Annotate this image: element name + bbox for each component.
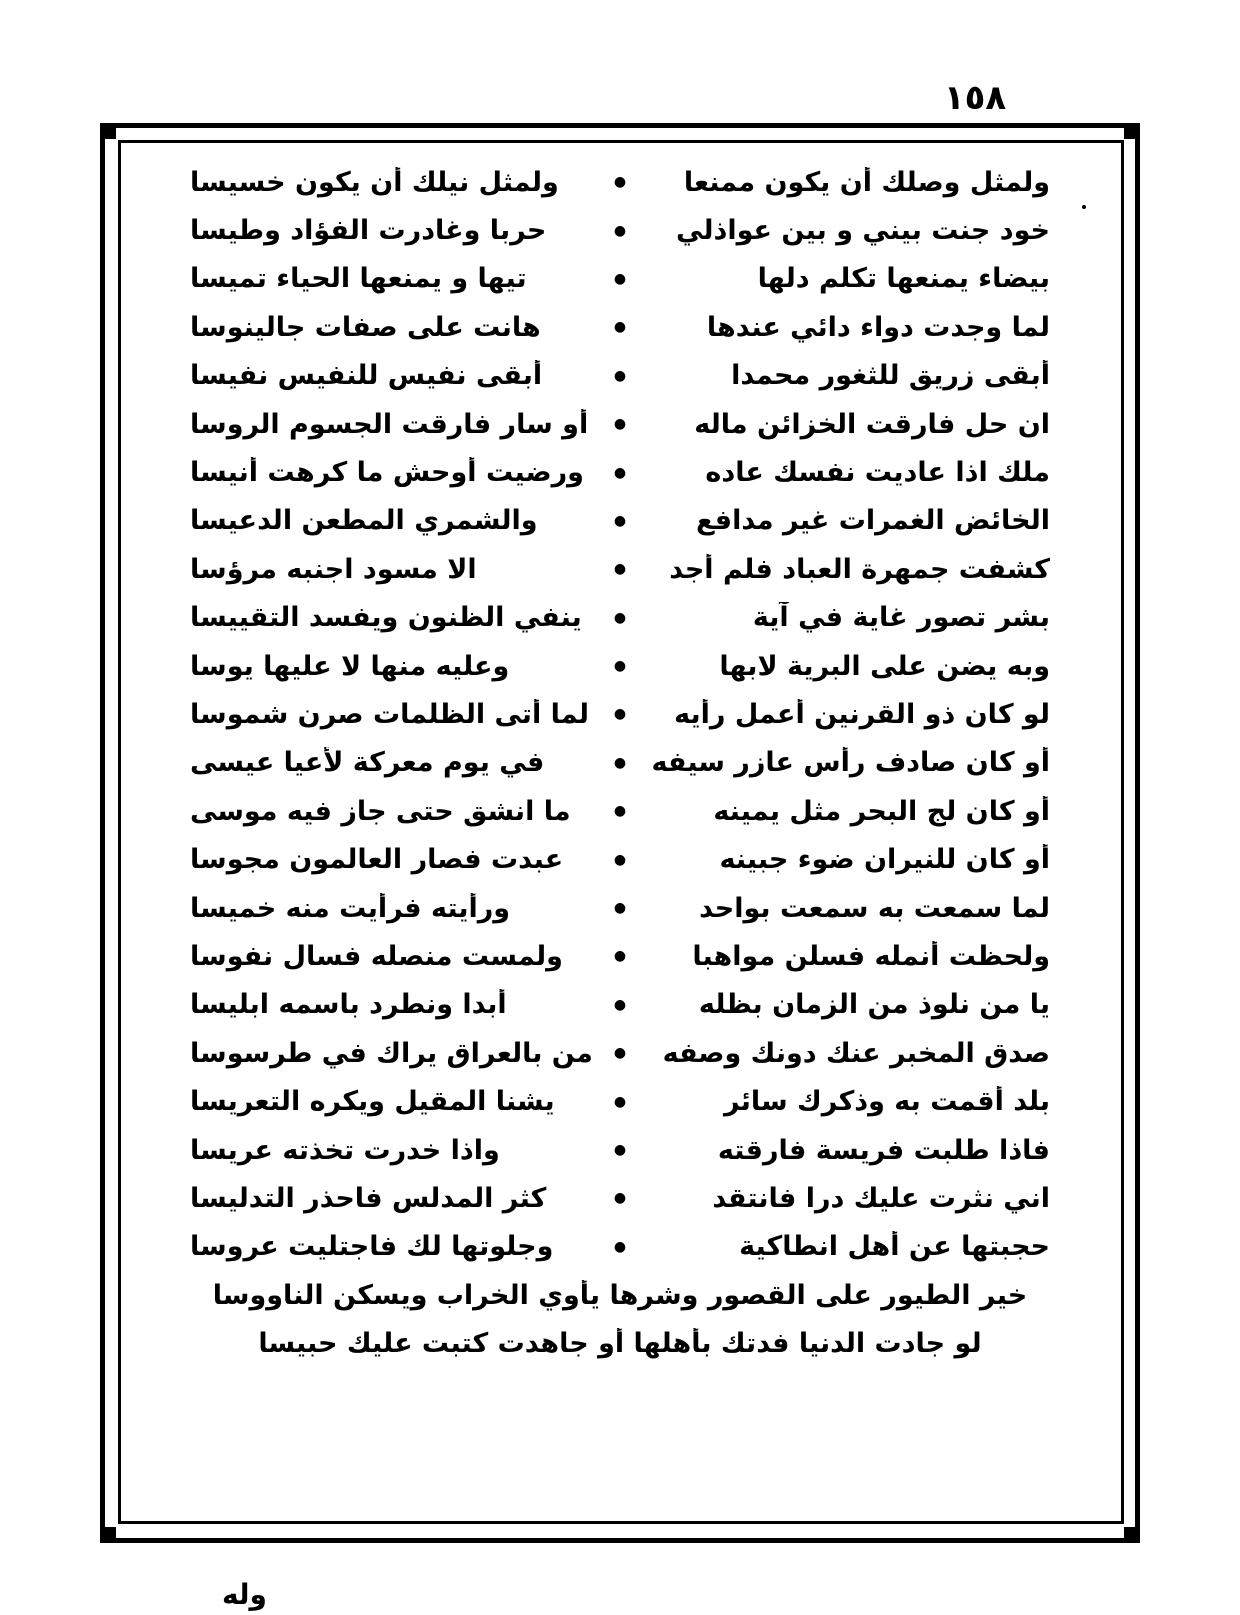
verse-second-hemistich: من بالعراق يراك في طرسوسا (190, 1037, 593, 1069)
verse-line (180, 545, 1060, 593)
verse-line (180, 835, 1060, 883)
verse-first-hemistich: فاذا طلبت فريسة فارقته (717, 1134, 1050, 1166)
verse-second-hemistich: ما انشق حتى جاز فيه موسى (190, 795, 571, 827)
verse-first-hemistich: لو كان ذو القرنين أعمل رأيه (674, 698, 1050, 730)
hemistich-separator-dot: ● (613, 1093, 627, 1110)
verse-first-hemistich: أبقى زريق للثغور محمدا (731, 360, 1050, 392)
verse-line (180, 158, 1060, 206)
verse-first-hemistich: أو كان صادف رأس عازر سيفه (651, 747, 1050, 779)
verse-second-hemistich: هانت على صفات جالينوسا (190, 311, 541, 343)
verse-line (180, 739, 1060, 787)
verse-second-hemistich: ينفي الظنون ويفسد التقييسا (190, 602, 582, 634)
verse-second-hemistich: الا مسود اجنبه مرؤسا (190, 553, 477, 585)
verse-line (180, 1223, 1060, 1271)
verse-line (180, 1174, 1060, 1222)
hemistich-separator-dot: ● (613, 803, 627, 820)
verse-full-line: لو جادت الدنيا فدتك بأهلها أو جاهدت كتبت عليك حبيسا (258, 1328, 982, 1360)
verse-line (180, 594, 1060, 642)
hemistich-separator-dot: ● (613, 416, 627, 433)
verse-line (180, 1077, 1060, 1125)
verse-line (180, 981, 1060, 1029)
verse-line (180, 206, 1060, 254)
hemistich-separator-dot: ● (613, 512, 627, 529)
hemistich-separator-dot: ● (613, 996, 627, 1013)
verse-second-hemistich: حربا وغادرت الفؤاد وطيسا (190, 215, 547, 247)
hemistich-separator-dot: ● (613, 1190, 627, 1207)
verse-first-hemistich: أو كان للنيران ضوء جبينه (719, 844, 1050, 876)
verse-first-hemistich: خود جنت بيني و بين عواذلي (676, 215, 1050, 247)
verse-first-hemistich: لما وجدت دواء دائي عندها (706, 311, 1050, 343)
verse-first-hemistich: لما سمعت به سمعت بواحد (699, 892, 1050, 924)
hemistich-separator-dot: ● (613, 754, 627, 771)
verse-line (180, 884, 1060, 932)
verse-line (180, 1271, 1060, 1319)
hemistich-separator-dot: ● (613, 1238, 627, 1255)
verse-second-hemistich: تيها و يمنعها الحياء تميسا (190, 263, 527, 295)
verse-second-hemistich: أبدا ونطرد باسمه ابليسا (190, 989, 507, 1021)
hemistich-separator-dot: ● (613, 319, 627, 336)
hemistich-separator-dot: ● (613, 706, 627, 723)
verse-second-hemistich: أو سار فارقت الجسوم الروسا (190, 408, 589, 440)
verse-first-hemistich: الخائض الغمرات غير مدافع (695, 505, 1050, 537)
verse-line (180, 787, 1060, 835)
verse-second-hemistich: أبقى نفيس للنفيس نفيسا (190, 360, 543, 392)
verse-first-hemistich: بشر تصور غاية في آية (752, 602, 1050, 634)
verse-line (180, 1126, 1060, 1174)
hemistich-separator-dot: ● (613, 900, 627, 917)
verse-first-hemistich: بلد أقمت به وذكرك سائر (724, 1086, 1050, 1118)
hemistich-separator-dot: ● (613, 851, 627, 868)
verse-line (180, 255, 1060, 303)
verse-second-hemistich: والشمري المطعن الدعيسا (190, 505, 538, 537)
verse-line (180, 690, 1060, 738)
hemistich-separator-dot: ● (613, 270, 627, 287)
hemistich-separator-dot: ● (613, 948, 627, 965)
verse-line (180, 303, 1060, 351)
verse-second-hemistich: ولمست منصله فسال نفوسا (190, 940, 563, 972)
catchword: وله (222, 1578, 267, 1611)
verse-line (180, 1029, 1060, 1077)
hemistich-separator-dot: ● (613, 222, 627, 239)
verse-first-hemistich: كشفت جمهرة العباد فلم أجد (669, 553, 1050, 585)
verse-first-hemistich: وبه يضن على البرية لابها (719, 650, 1050, 682)
verse-second-hemistich: وعليه منها لا عليها يوسا (190, 650, 510, 682)
page-number: ١٥٨ (943, 78, 1007, 118)
verse-line (180, 1319, 1060, 1367)
verse-line (180, 642, 1060, 690)
verse-line (180, 497, 1060, 545)
border-corner-top-left (102, 125, 116, 139)
stray-ink-dot (1082, 205, 1086, 209)
verse-first-hemistich: بيضاء يمنعها تكلم دلها (757, 263, 1050, 295)
hemistich-separator-dot: ● (613, 658, 627, 675)
verse-second-hemistich: يشنا المقيل ويكره التعريسا (190, 1086, 555, 1118)
poem-body (180, 158, 1060, 1368)
verse-line (180, 400, 1060, 448)
verse-first-hemistich: يا من نلوذ من الزمان بظله (698, 989, 1050, 1021)
verse-second-hemistich: ورضيت أوحش ما كرهت أنيسا (190, 457, 584, 489)
verse-second-hemistich: كثر المدلس فاحذر التدليسا (190, 1182, 547, 1214)
verse-second-hemistich: عبدت فصار العالمون مجوسا (190, 844, 564, 876)
border-corner-bottom-right (1124, 1527, 1138, 1541)
verse-first-hemistich: صدق المخبر عنك دونك وصفه (662, 1037, 1050, 1069)
verse-second-hemistich: واذا خدرت تخذته عريسا (190, 1134, 500, 1166)
hemistich-separator-dot: ● (613, 1045, 627, 1062)
verse-line (180, 932, 1060, 980)
hemistich-separator-dot: ● (613, 561, 627, 578)
verse-second-hemistich: لما أتى الظلمات صرن شموسا (190, 698, 589, 730)
verse-first-hemistich: ولحظت أنمله فسلن مواهبا (692, 940, 1050, 972)
hemistich-separator-dot: ● (613, 609, 627, 626)
hemistich-separator-dot: ● (613, 367, 627, 384)
verse-second-hemistich: في يوم معركة لأعيا عيسى (190, 747, 545, 779)
verse-first-hemistich: ملك اذا عاديت نفسك عاده (705, 457, 1050, 489)
verse-second-hemistich: وجلوتها لك فاجتليت عروسا (190, 1231, 554, 1263)
verse-second-hemistich: ولمثل نيلك أن يكون خسيسا (190, 166, 559, 198)
verse-second-hemistich: ورأيته فرأيت منه خميسا (190, 892, 511, 924)
border-corner-top-right (1124, 125, 1138, 139)
hemistich-separator-dot: ● (613, 464, 627, 481)
border-corner-bottom-left (102, 1527, 116, 1541)
hemistich-separator-dot: ● (613, 1142, 627, 1158)
verse-line (180, 448, 1060, 496)
verse-full-line: خير الطيور على القصور وشرها يأوي الخراب ويسكن الناووسا (212, 1279, 1028, 1311)
verse-first-hemistich: ان حل فارقت الخزائن ماله (694, 408, 1050, 440)
verse-line (180, 352, 1060, 400)
hemistich-separator-dot: ● (613, 174, 627, 191)
verse-first-hemistich: اني نثرت عليك درا فانتقد (712, 1182, 1050, 1214)
verse-first-hemistich: أو كان لج البحر مثل يمينه (713, 795, 1050, 827)
verse-first-hemistich: ولمثل وصلك أن يكون ممنعا (683, 166, 1050, 198)
verse-first-hemistich: حجبتها عن أهل انطاكية (739, 1231, 1050, 1263)
